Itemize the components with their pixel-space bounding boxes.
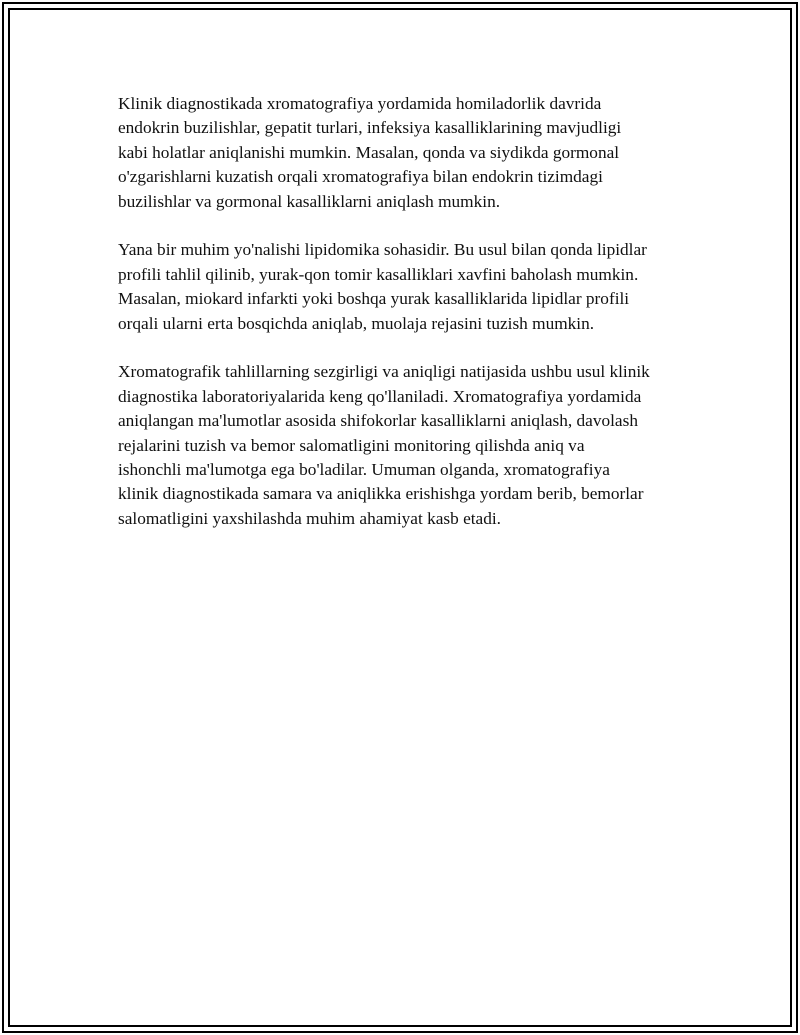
document-body xyxy=(118,92,698,556)
text-line: salomatligini yaxshilashda muhim ahamiyat kasb etadi. xyxy=(118,508,501,528)
text-line: orqali ularni erta bosqichda aniqlab, muolaja rejasini tuzish mumkin. xyxy=(118,313,595,333)
text-line: Yana bir muhim yo'nalishi lipidomika sohasidir. Bu usul bilan qonda lipidlar xyxy=(118,240,647,260)
text-line: aniqlangan ma'lumotlar asosida shifokorlar kasalliklarni aniqlash, davolash xyxy=(118,411,638,431)
text-line: Masalan, miokard infarkti yoki boshqa yurak kasalliklarida lipidlar profili xyxy=(118,289,630,309)
paragraph-1 xyxy=(118,92,698,214)
text-line: endokrin buzilishlar, gepatit turlari, infeksiya kasalliklarining mavjudligi xyxy=(118,118,622,138)
text-line: buzilishlar va gormonal kasalliklarni aniqlash mumkin. xyxy=(118,191,501,211)
text-line: o'zgarishlarni kuzatish orqali xromatografiya bilan endokrin tizimdagi xyxy=(118,167,603,187)
text-line: klinik diagnostikada samara va aniqlikka erishishga yordam berib, bemorlar xyxy=(118,484,644,504)
paragraph-2 xyxy=(118,238,698,336)
text-line: profili tahlil qilinib, yurak-qon tomir kasalliklari xavfini baholash mumkin. xyxy=(118,264,639,284)
text-line: Klinik diagnostikada xromatografiya yordamida homiladorlik davrida xyxy=(118,94,602,113)
text-line: rejalarini tuzish va bemor salomatligini monitoring qilishda aniq va xyxy=(118,435,585,455)
paragraph-3 xyxy=(118,360,698,531)
text-line: ishonchli ma'lumotga ega bo'ladilar. Umuman olganda, xromatografiya xyxy=(118,460,610,480)
text-line: Xromatografik tahlillarning sezgirligi va aniqligi natijasida ushbu usul klinik xyxy=(118,362,650,382)
text-line: diagnostika laboratoriyalarida keng qo'llaniladi. Xromatografiya yordamida xyxy=(118,386,642,406)
text-line: kabi holatlar aniqlanishi mumkin. Masalan, qonda va siydikda gormonal xyxy=(118,142,620,162)
